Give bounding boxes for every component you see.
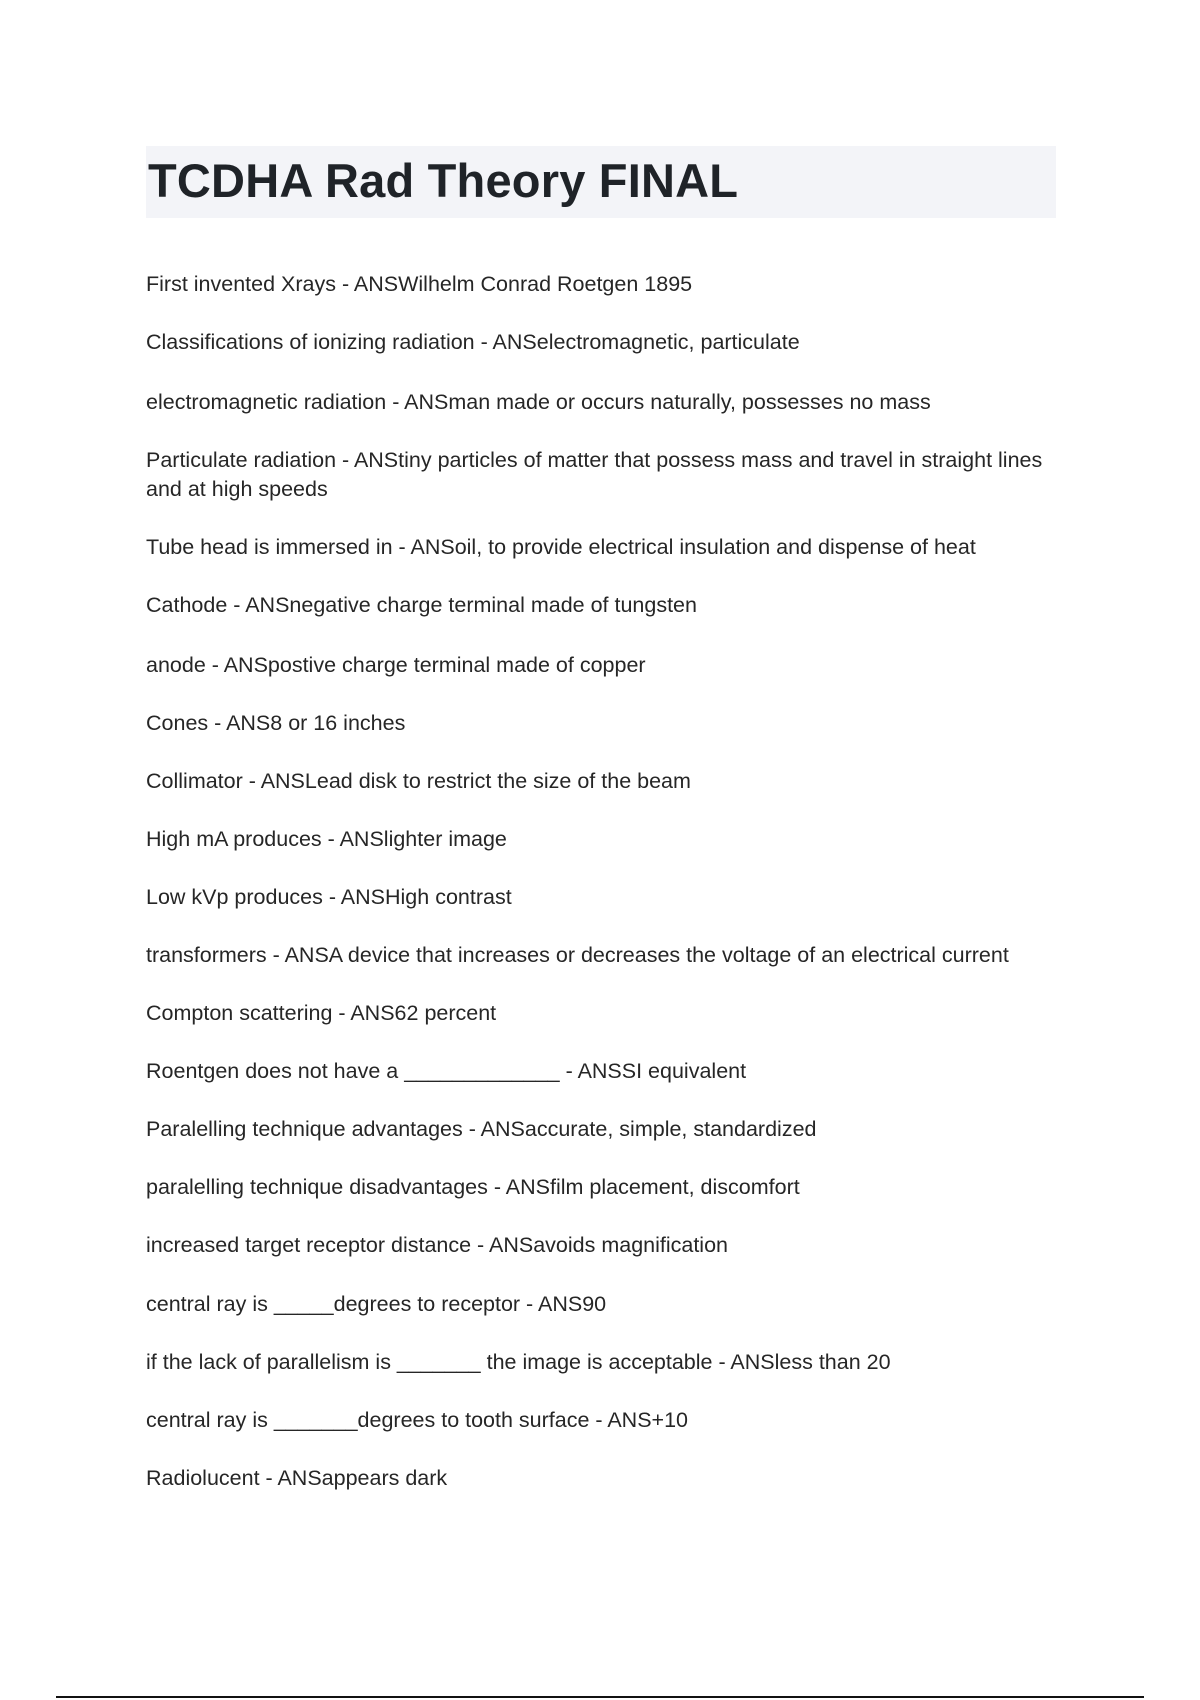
document-title: TCDHA Rad Theory FINAL — [148, 154, 739, 207]
qa-item: Radiolucent - ANSappears dark — [146, 1466, 448, 1490]
qa-item: Tube head is immersed in - ANSoil, to provide electrical insulation and dispense of heat — [146, 535, 976, 559]
qa-item: Particulate radiation - ANStiny particles of matter that possess mass and travel in straight lines and at high speeds — [146, 448, 1043, 501]
qa-item: Roentgen does not have a _____________ - ANSSI equivalent — [146, 1059, 747, 1083]
qa-list — [146, 270, 1046, 1493]
qa-item: Cathode - ANSnegative charge terminal made of tungsten — [146, 593, 697, 617]
qa-item: Low kVp produces - ANSHigh contrast — [146, 885, 512, 909]
qa-item: Paralelling technique advantages - ANSaccurate, simple, standardized — [146, 1117, 817, 1141]
qa-item: Classifications of ionizing radiation - ANSelectromagnetic, particulate — [146, 330, 800, 354]
qa-item: central ray is _____degrees to receptor - ANS90 — [146, 1292, 607, 1316]
qa-item: anode - ANSpostive charge terminal made of copper — [146, 653, 646, 677]
qa-item: Collimator - ANSLead disk to restrict the size of the beam — [146, 769, 691, 793]
qa-item: electromagnetic radiation - ANSman made or occurs naturally, possesses no mass — [146, 390, 931, 414]
footer-rule — [56, 1696, 1144, 1698]
qa-item: paralelling technique disadvantages - ANSfilm placement, discomfort — [146, 1175, 800, 1199]
qa-item: increased target receptor distance - ANSavoids magnification — [146, 1233, 729, 1257]
qa-item: High mA produces - ANSlighter image — [146, 827, 507, 851]
qa-item: Compton scattering - ANS62 percent — [146, 1001, 497, 1025]
qa-item: Cones - ANS8 or 16 inches — [146, 711, 406, 735]
qa-item: transformers - ANSA device that increases or decreases the voltage of an electrical current — [146, 943, 1009, 967]
qa-item: central ray is _______degrees to tooth surface - ANS+10 — [146, 1408, 689, 1432]
qa-item: First invented Xrays - ANSWilhelm Conrad Roetgen 1895 — [146, 272, 693, 296]
qa-item: if the lack of parallelism is _______ the image is acceptable - ANSless than 20 — [146, 1350, 891, 1374]
title-banner — [146, 146, 1056, 218]
